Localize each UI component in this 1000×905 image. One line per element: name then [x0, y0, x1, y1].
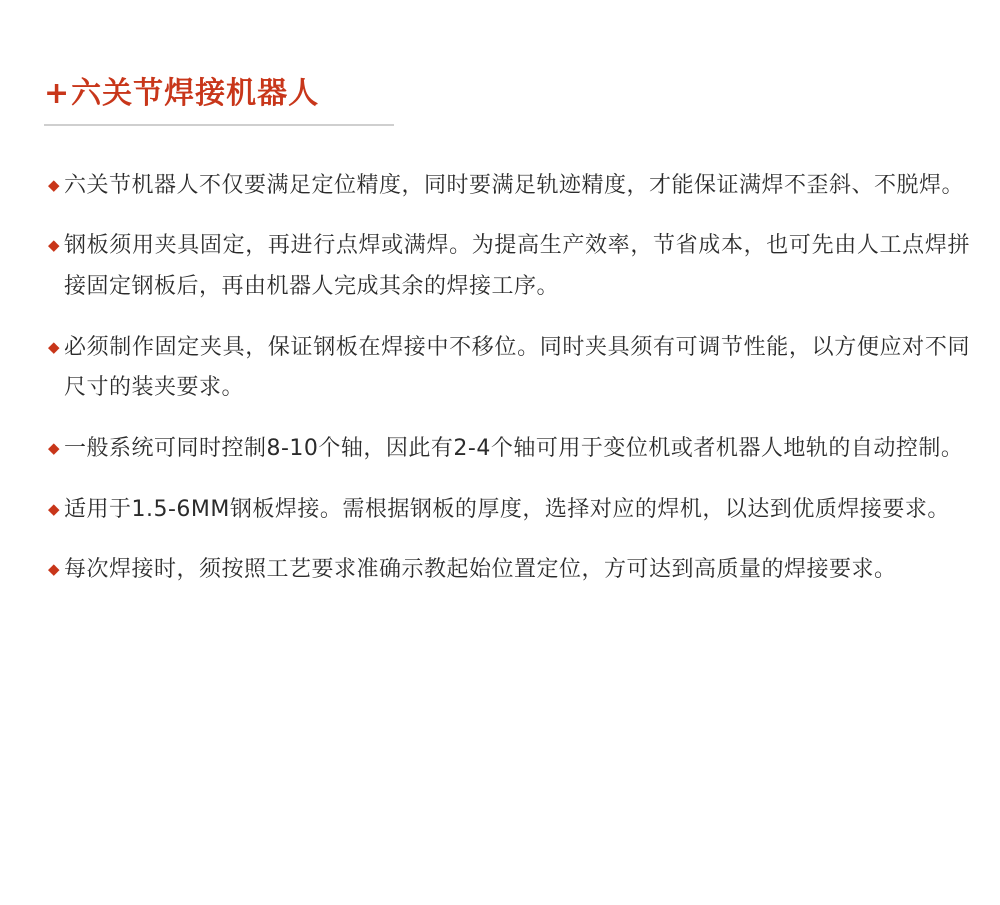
diamond-bullet-icon: ◆	[48, 560, 60, 579]
list-item-text: 必须制作固定夹具，保证钢板在焊接中不移位。同时夹具须有可调节性能，以方便应对不同尺寸的装夹要求。	[64, 334, 970, 401]
feature-bullet-list	[44, 166, 970, 592]
list-item-text: 每次焊接时，须按照工艺要求准确示教起始位置定位，方可达到高质量的焊接要求。	[64, 557, 897, 583]
diamond-bullet-icon: ◆	[48, 438, 60, 457]
list-item-text: 适用于1.5-6MM钢板焊接。需根据钢板的厚度，选择对应的焊机，以达到优质焊接要求。	[64, 496, 950, 522]
list-item-text: 一般系统可同时控制8-10个轴，因此有2-4个轴可用于变位机或者机器人地轨的自动控制。	[64, 435, 964, 461]
list-item	[44, 429, 970, 470]
title-plus-sign: +	[44, 76, 70, 111]
list-item	[44, 226, 970, 307]
list-item	[44, 328, 970, 409]
list-item	[44, 550, 970, 591]
list-item-text: 钢板须用夹具固定，再进行点焊或满焊。为提高生产效率，节省成本，也可先由人工点焊拼接固定钢板后，再由机器人完成其余的焊接工序。	[64, 233, 970, 299]
diamond-bullet-icon: ◆	[48, 175, 60, 194]
diamond-bullet-icon: ◆	[48, 499, 60, 518]
list-item-text: 六关节机器人不仅要满足定位精度，同时要满足轨迹精度，才能保证满焊不歪斜、不脱焊。	[64, 172, 965, 198]
diamond-bullet-icon: ◆	[48, 337, 60, 356]
list-item	[44, 490, 970, 531]
diamond-bullet-icon: ◆	[48, 236, 60, 255]
list-item	[44, 166, 970, 207]
page-title: 六关节焊接机器人	[71, 76, 320, 111]
title-row	[44, 78, 394, 110]
section-title	[44, 78, 394, 126]
